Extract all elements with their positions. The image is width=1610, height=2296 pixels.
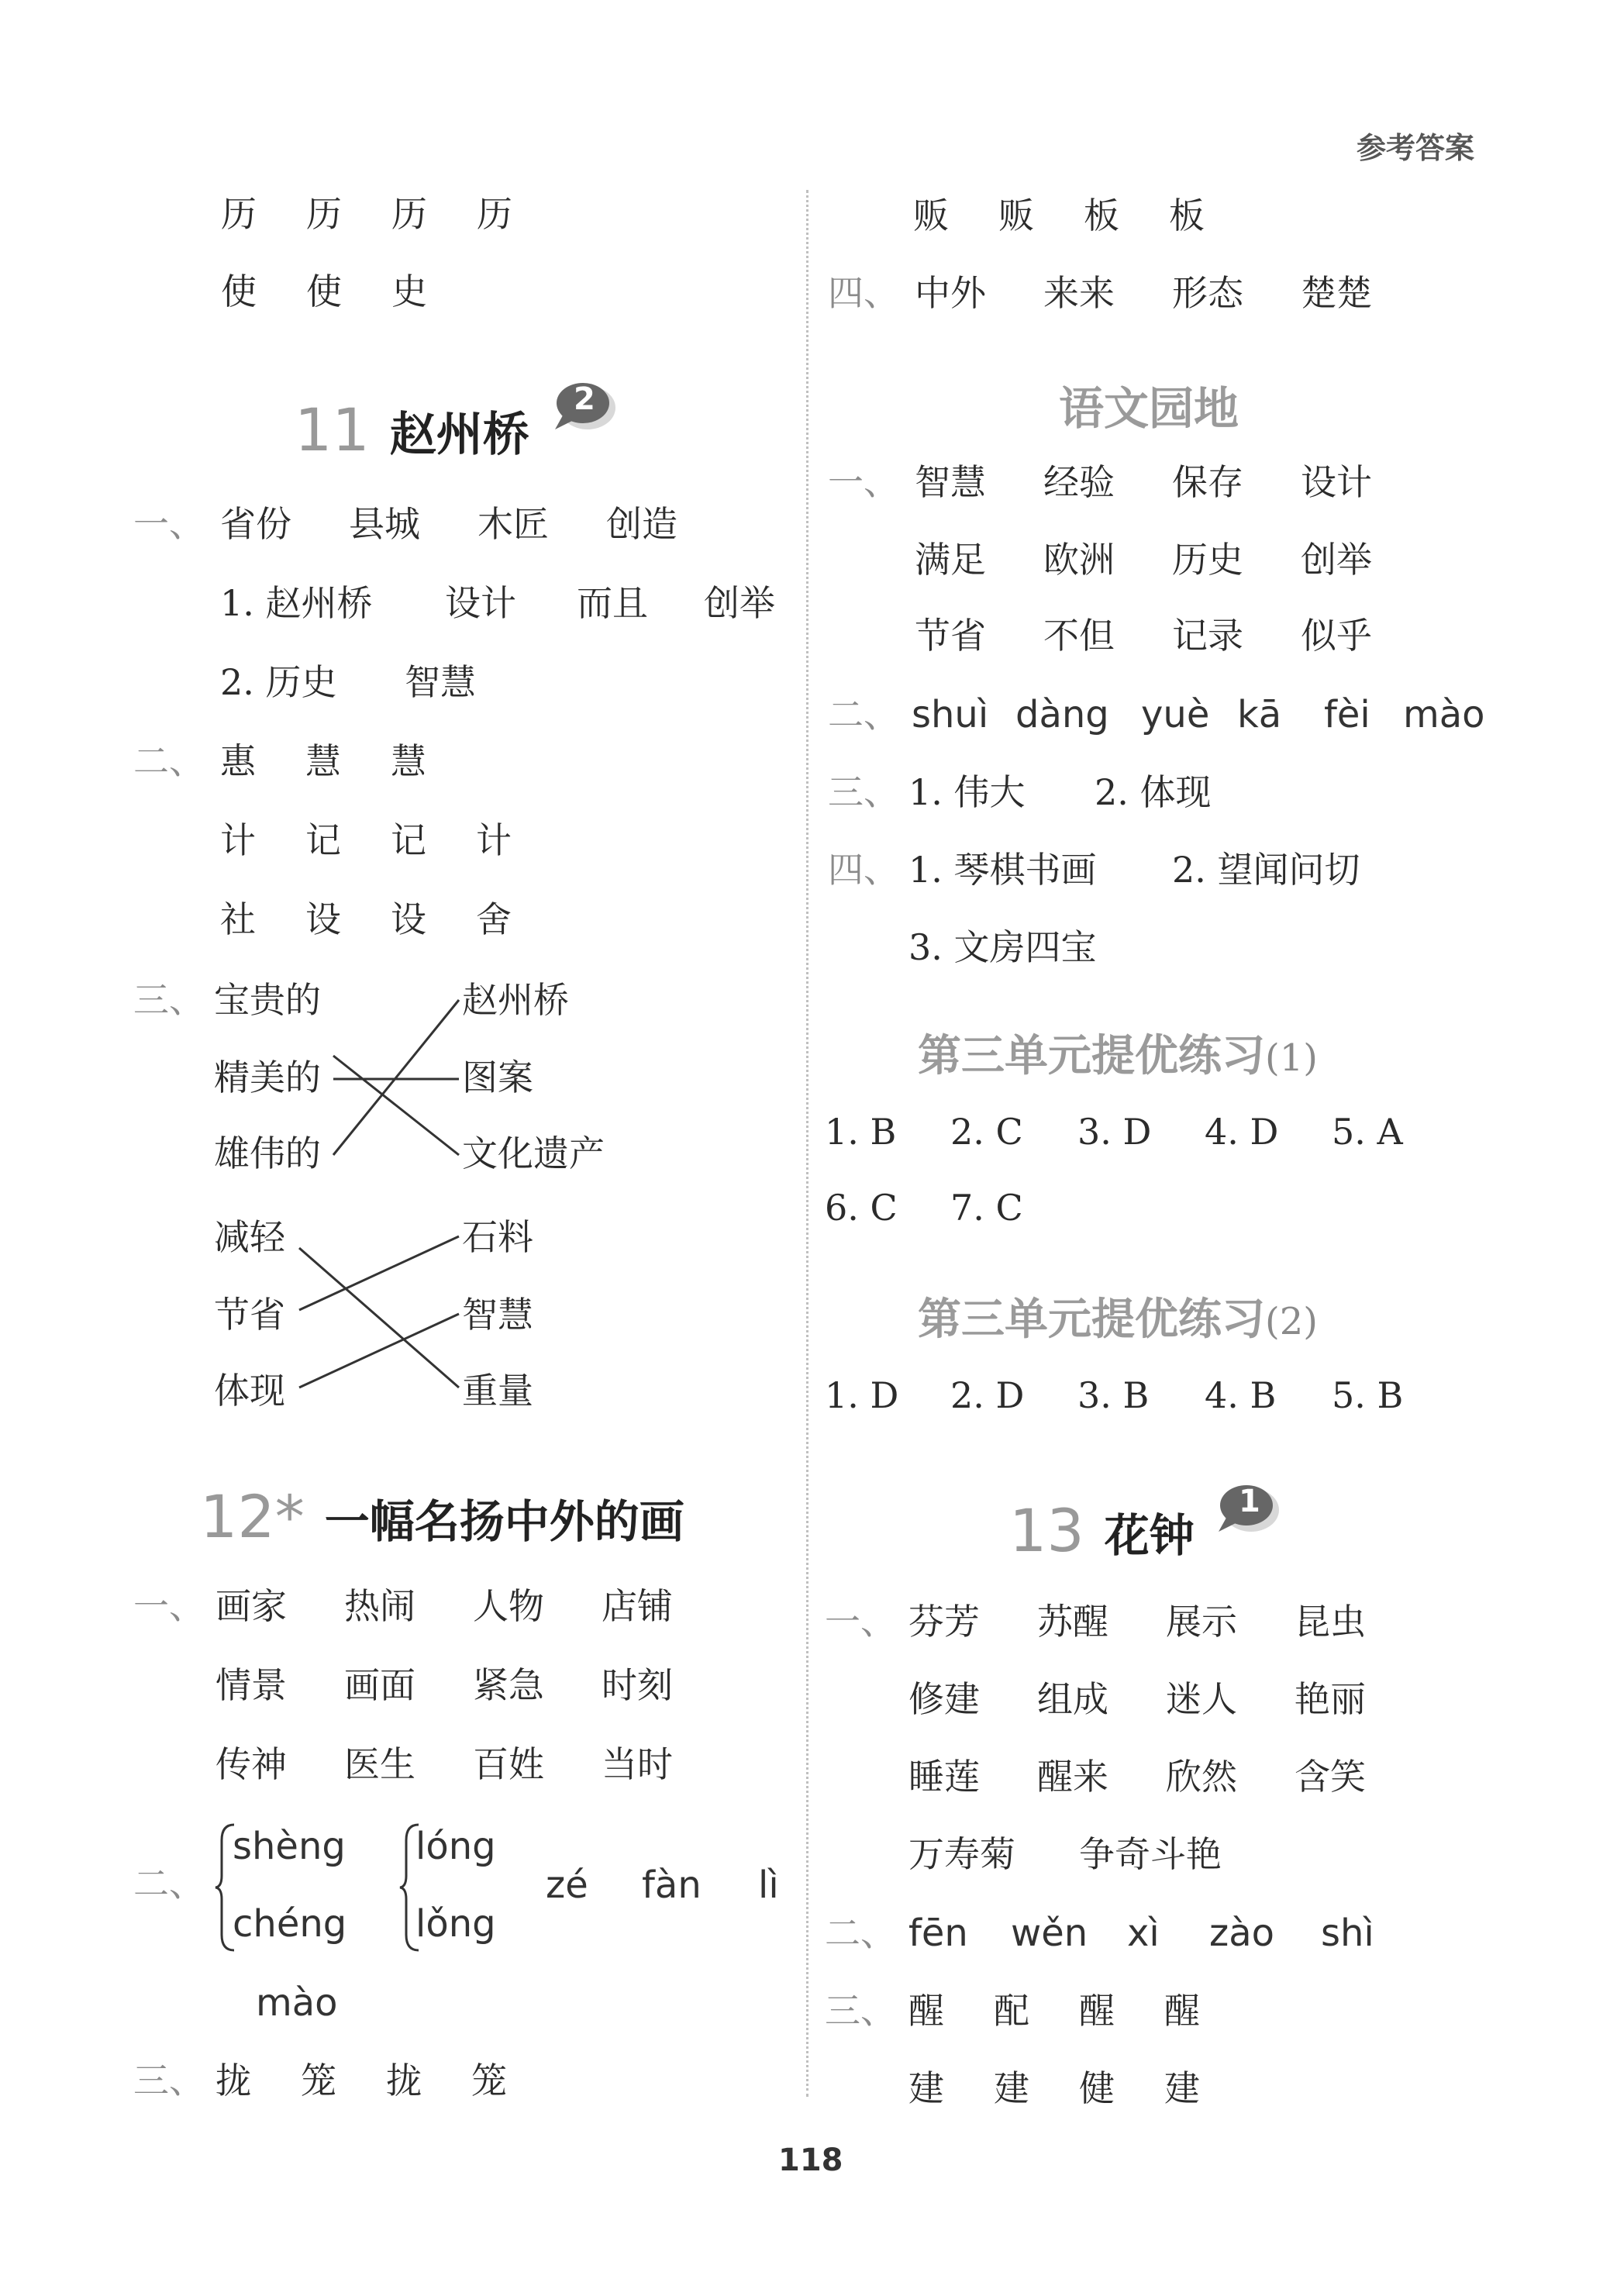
- s2-pinyin-mao: mào: [256, 1981, 338, 2025]
- lesson-12-title: 12* 一幅名扬中外的画: [200, 1482, 684, 1551]
- brace1-bottom: chéng: [233, 1902, 347, 1946]
- match-line-3: [333, 1000, 459, 1155]
- page-header-label: 参考答案: [1357, 131, 1475, 165]
- match-line-5: [299, 1236, 459, 1310]
- lesson-13-title: 13 花钟: [1009, 1496, 1195, 1565]
- yuwen-yuandi-title: 语文园地: [1059, 382, 1239, 435]
- s2-pinyin-fan: fàn: [642, 1863, 702, 1907]
- match-line-1: [333, 1056, 459, 1155]
- unit3-practice-2-title: 第三单元提优练习(2): [918, 1295, 1318, 1345]
- brace2-top: lóng: [415, 1825, 496, 1868]
- match-line-6: [299, 1314, 459, 1388]
- brace1-top: shèng: [233, 1825, 346, 1868]
- s2-pinyin-li: lì: [758, 1863, 779, 1907]
- badge-bubble-1: 1: [1215, 1482, 1282, 1536]
- page-number: 118: [778, 2143, 843, 2178]
- match-line-4: [299, 1248, 459, 1388]
- s2-pinyin-ze: zé: [546, 1863, 588, 1907]
- brace2-bottom: lǒng: [415, 1902, 496, 1946]
- lesson-11-title: 11 赵州桥: [295, 395, 529, 464]
- unit3-practice-1-title: 第三单元提优练习(1): [918, 1031, 1318, 1081]
- badge-bubble-2: 2: [552, 380, 619, 434]
